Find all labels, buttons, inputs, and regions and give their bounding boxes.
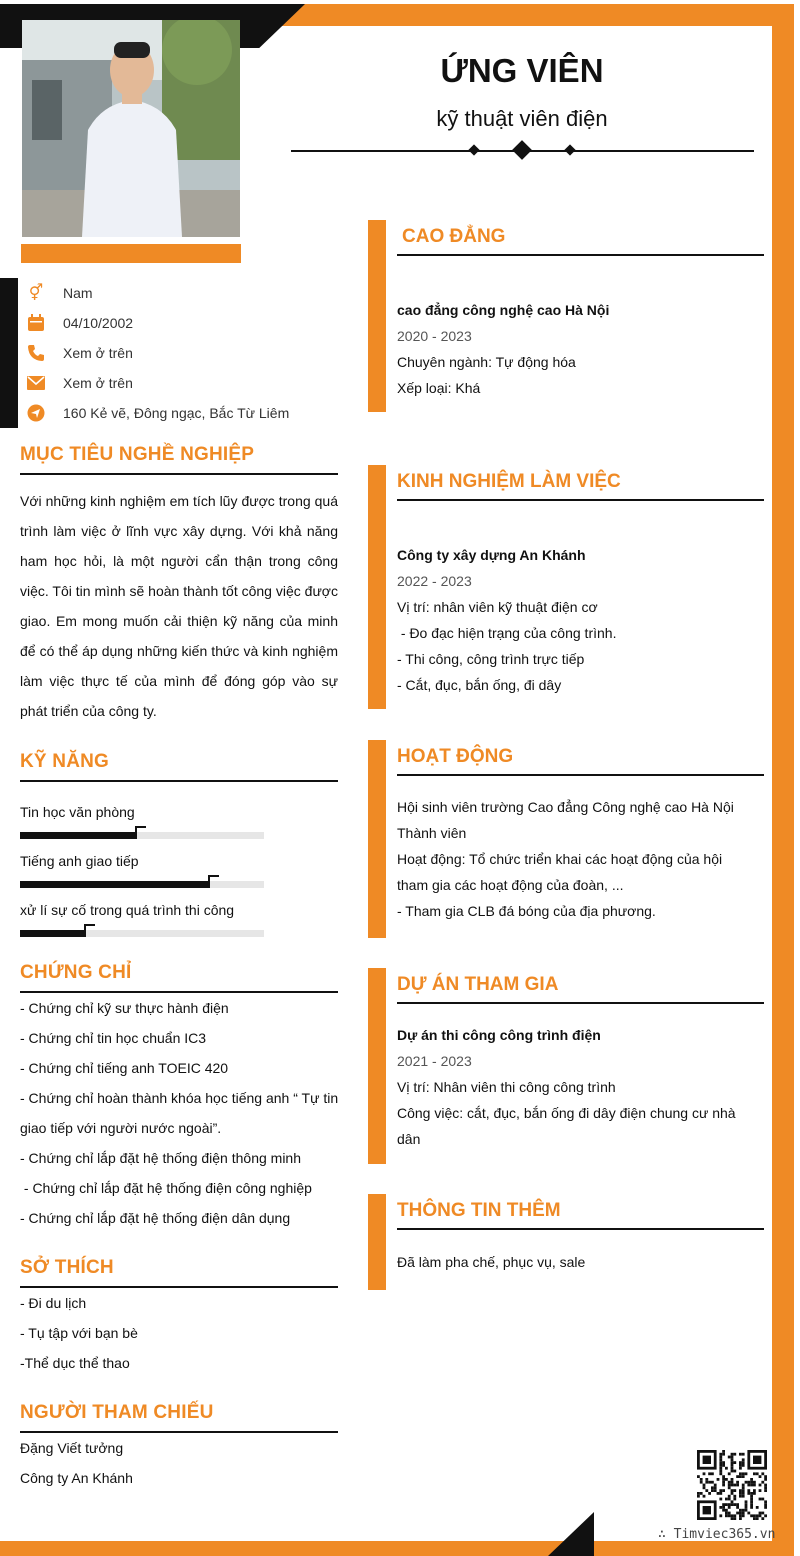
- contact-address: [26, 398, 356, 428]
- skill-level-bar: [20, 930, 264, 937]
- skill-name: Tin học văn phòng: [20, 804, 135, 820]
- objective-title: MỤC TIÊU NGHỀ NGHIỆP: [20, 444, 255, 465]
- section-divider: [20, 473, 338, 475]
- project-name: Dự án thi công công trình điện: [397, 1027, 601, 1043]
- list-item: - Chứng chỉ lắp đặt hệ thống điện dân dụng: [20, 1210, 291, 1226]
- projects-body: [397, 1022, 757, 1152]
- references-title: NGƯỜI THAM CHIẾU: [20, 1402, 214, 1423]
- phone-icon: [26, 343, 46, 363]
- contact-text: 04/10/2002: [63, 315, 134, 331]
- skill-level-marker: [208, 875, 219, 885]
- references-list: [20, 1433, 338, 1493]
- education-date: 2020 - 2023: [397, 328, 472, 344]
- calendar-icon: [26, 313, 46, 333]
- education-line: Chuyên ngành: Tự động hóa: [397, 354, 576, 370]
- project-date: 2021 - 2023: [397, 1053, 472, 1069]
- skill-level-fill: [20, 930, 86, 937]
- contact-text: Xem ở trên: [63, 345, 133, 361]
- objective-text: Với những kinh nghiệm em tích lũy được trong quá trình làm việc ở lĩnh vực xây dựng. Với khả năng ham học hỏi, là một người cẩn thận trong công việc. Tôi tin mình sẽ hoàn thành tốt công việc được giao. Em mong muốn cải thiện kỹ năng của minh để có thể áp dụng những kiến thức và kinh nghiệm làm việc thực tế của mình để đóng góp vào sự phát triển của công ty.: [20, 493, 338, 719]
- contact-text: Nam: [63, 285, 93, 301]
- contact-phone: [26, 338, 356, 368]
- experience-body: [397, 542, 757, 698]
- photo-accent-strip: [21, 244, 241, 263]
- list-item: - Chứng chỉ lắp đặt hệ thống điện công nghiệp: [20, 1180, 312, 1196]
- activity-line: tham gia các hoạt động của đoàn, ...: [397, 877, 624, 893]
- divider-diamond: [512, 140, 532, 160]
- experience-line: - Thi công, công trình trực tiếp: [397, 651, 585, 667]
- list-item: - Chứng chỉ tin học chuẩn IC3: [20, 1030, 207, 1046]
- list-item: - Chứng chỉ lắp đặt hệ thống điện thông minh: [20, 1150, 302, 1166]
- section-divider: [397, 1228, 764, 1230]
- section-divider: [397, 499, 764, 501]
- location-icon: [26, 403, 46, 423]
- footer-brand: ∴ Timviec365.vn: [658, 1527, 776, 1542]
- experience-date: 2022 - 2023: [397, 573, 472, 589]
- experience-line: Vị trí: nhân viên kỹ thuật điện cơ: [397, 599, 598, 615]
- list-item: -Thể dục thể thao: [20, 1355, 130, 1371]
- skill-level-bar: [20, 881, 264, 888]
- project-line: dân: [397, 1131, 421, 1147]
- list-item: - Chứng chỉ tiếng anh TOEIC 420: [20, 1060, 229, 1076]
- divider-diamond: [564, 144, 575, 155]
- certificates-title: CHỨNG CHỈ: [20, 962, 132, 983]
- experience-line: - Cắt, đục, bắn ống, đi dây: [397, 677, 562, 693]
- list-item: Đặng Viết tưởng: [20, 1440, 124, 1456]
- project-line: Vị trí: Nhân viên thi công công trình: [397, 1079, 616, 1095]
- list-item: - Đi du lịch: [20, 1295, 87, 1311]
- divider-diamond: [468, 144, 479, 155]
- project-line: Công việc: cắt, đục, bắn ống đi dây điện chung cư nhà: [397, 1105, 736, 1121]
- skill-level-marker: [135, 826, 146, 836]
- list-item: - Chứng chỉ kỹ sư thực hành điện: [20, 1000, 229, 1016]
- avatar: [22, 20, 240, 237]
- section-accent-bar: [368, 740, 386, 938]
- bottom-black-corner: [548, 1512, 594, 1556]
- section-divider: [397, 1002, 764, 1004]
- section-accent-bar: [368, 968, 386, 1164]
- right-accent-bar: [772, 4, 794, 1556]
- skill-name: xử lí sự cố trong quá trình thi công: [20, 902, 235, 918]
- top-accent-bar: [245, 4, 775, 26]
- hobbies-title: SỞ THÍCH: [20, 1257, 114, 1278]
- skill-level-fill: [20, 832, 137, 839]
- list-item: - Tụ tập với bạn bè: [20, 1325, 138, 1341]
- contact-black-strip: [0, 278, 18, 428]
- candidate-name: ỨNG VIÊN: [440, 52, 604, 89]
- education-title: CAO ĐẲNG: [402, 226, 506, 247]
- education-body: [397, 297, 757, 401]
- school-name: cao đẳng công nghệ cao Hà Nội: [397, 302, 610, 318]
- list-item: Công ty An Khánh: [20, 1470, 133, 1486]
- contact-email: [26, 368, 356, 398]
- contact-text: 160 Kẻ vẽ, Đông ngạc, Bắc Từ Liêm: [63, 405, 290, 421]
- activities-body: [397, 794, 757, 924]
- skill-level-bar: [20, 832, 264, 839]
- activity-line: - Tham gia CLB đá bóng của địa phương.: [397, 903, 656, 919]
- skill-level-marker: [84, 924, 95, 934]
- activity-line: Thành viên: [397, 825, 467, 841]
- education-line: Xếp loại: Khá: [397, 380, 481, 396]
- section-divider: [20, 780, 338, 782]
- activity-line: Hoạt động: Tổ chức triển khai các hoạt động của hội: [397, 851, 723, 867]
- activities-title: HOẠT ĐỘNG: [397, 746, 514, 767]
- bottom-accent-bar: [0, 1541, 794, 1556]
- skills-title: KỸ NĂNG: [20, 751, 110, 772]
- email-icon: [26, 373, 46, 393]
- projects-title: DỰ ÁN THAM GIA: [397, 974, 559, 995]
- activity-line: Hội sinh viên trường Cao đẳng Công nghệ cao Hà Nội: [397, 799, 734, 815]
- qr-code: [697, 1450, 767, 1520]
- company-name: Công ty xây dựng An Khánh: [397, 547, 586, 563]
- certificates-list: [20, 993, 340, 1233]
- experience-title: KINH NGHIỆM LÀM VIỆC: [397, 471, 621, 492]
- extra-text: Đã làm pha chế, phục vụ, sale: [397, 1254, 586, 1270]
- list-item: - Chứng chỉ hoàn thành khóa học tiếng anh “ Tự tin giao tiếp với người nước ngoài”.: [20, 1090, 339, 1136]
- contact-birthday: [26, 308, 356, 338]
- section-accent-bar: [368, 465, 386, 709]
- contact-text: Xem ở trên: [63, 375, 133, 391]
- skill-name: Tiếng anh giao tiếp: [20, 853, 139, 869]
- section-divider: [397, 254, 764, 256]
- skill-level-fill: [20, 881, 210, 888]
- experience-line: - Đo đạc hiện trạng của công trình.: [397, 625, 617, 641]
- section-accent-bar: [368, 1194, 386, 1290]
- contact-gender: [26, 278, 356, 308]
- gender-icon: ⚥: [28, 285, 44, 302]
- extra-title: THÔNG TIN THÊM: [397, 1200, 561, 1221]
- hobbies-list: [20, 1288, 338, 1378]
- section-accent-bar: [368, 220, 386, 412]
- section-divider: [397, 774, 764, 776]
- candidate-position: kỹ thuật viên điện: [436, 106, 608, 131]
